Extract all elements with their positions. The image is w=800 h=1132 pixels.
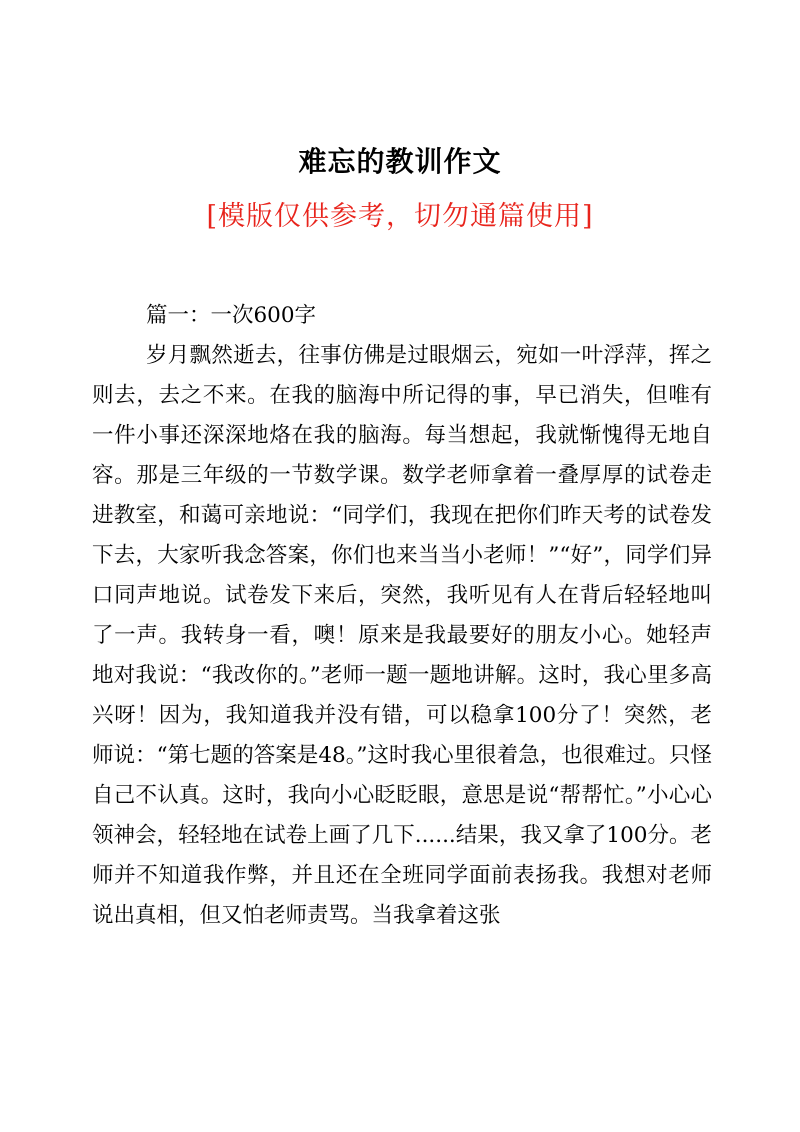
document-body	[92, 296, 712, 936]
template-notice: [模版仅供参考，切勿通篇使用]	[206, 201, 594, 232]
document-title: 难忘的教训作文	[298, 145, 502, 178]
body-paragraph: 岁月飘然逝去，往事仿佛是过眼烟云，宛如一叶浮萍，挥之则去，去之不来。在我的脑海中所记得的事，早已消失，但唯有一件小事还深深地烙在我的脑海。每当想起，我就惭愧得无地自容。那是三年级的一节数学课。数学老师拿着一叠厚厚的试卷走进教室，和蔼可亲地说：“同学们，我现在把你们昨天考的试卷发下去，大家听我念答案，你们也来当当小老师！”“好”，同学们异口同声地说。试卷发下来后，突然，我听见有人在背后轻轻地叫了一声。我转身一看，噢！原来是我最要好的朋友小心。她轻声地对我说：“我改你的。”老师一题一题地讲解。这时，我心里多高兴呀！因为，我知道我并没有错，可以稳拿100分了！突然，老师说：“第七题的答案是48。”这时我心里很着急，也很难过。只怪自己不认真。这时，我向小心眨眨眼，意思是说“帮帮忙。”小心心领神会，轻轻地在试卷上画了几下......结果，我又拿了100分。老师并不知道我作弊，并且还在全班同学面前表扬我。我想对老师说出真相，但又怕老师责骂。当我拿着这张	[92, 343, 712, 928]
section-heading: 篇一：一次600字	[146, 303, 317, 328]
